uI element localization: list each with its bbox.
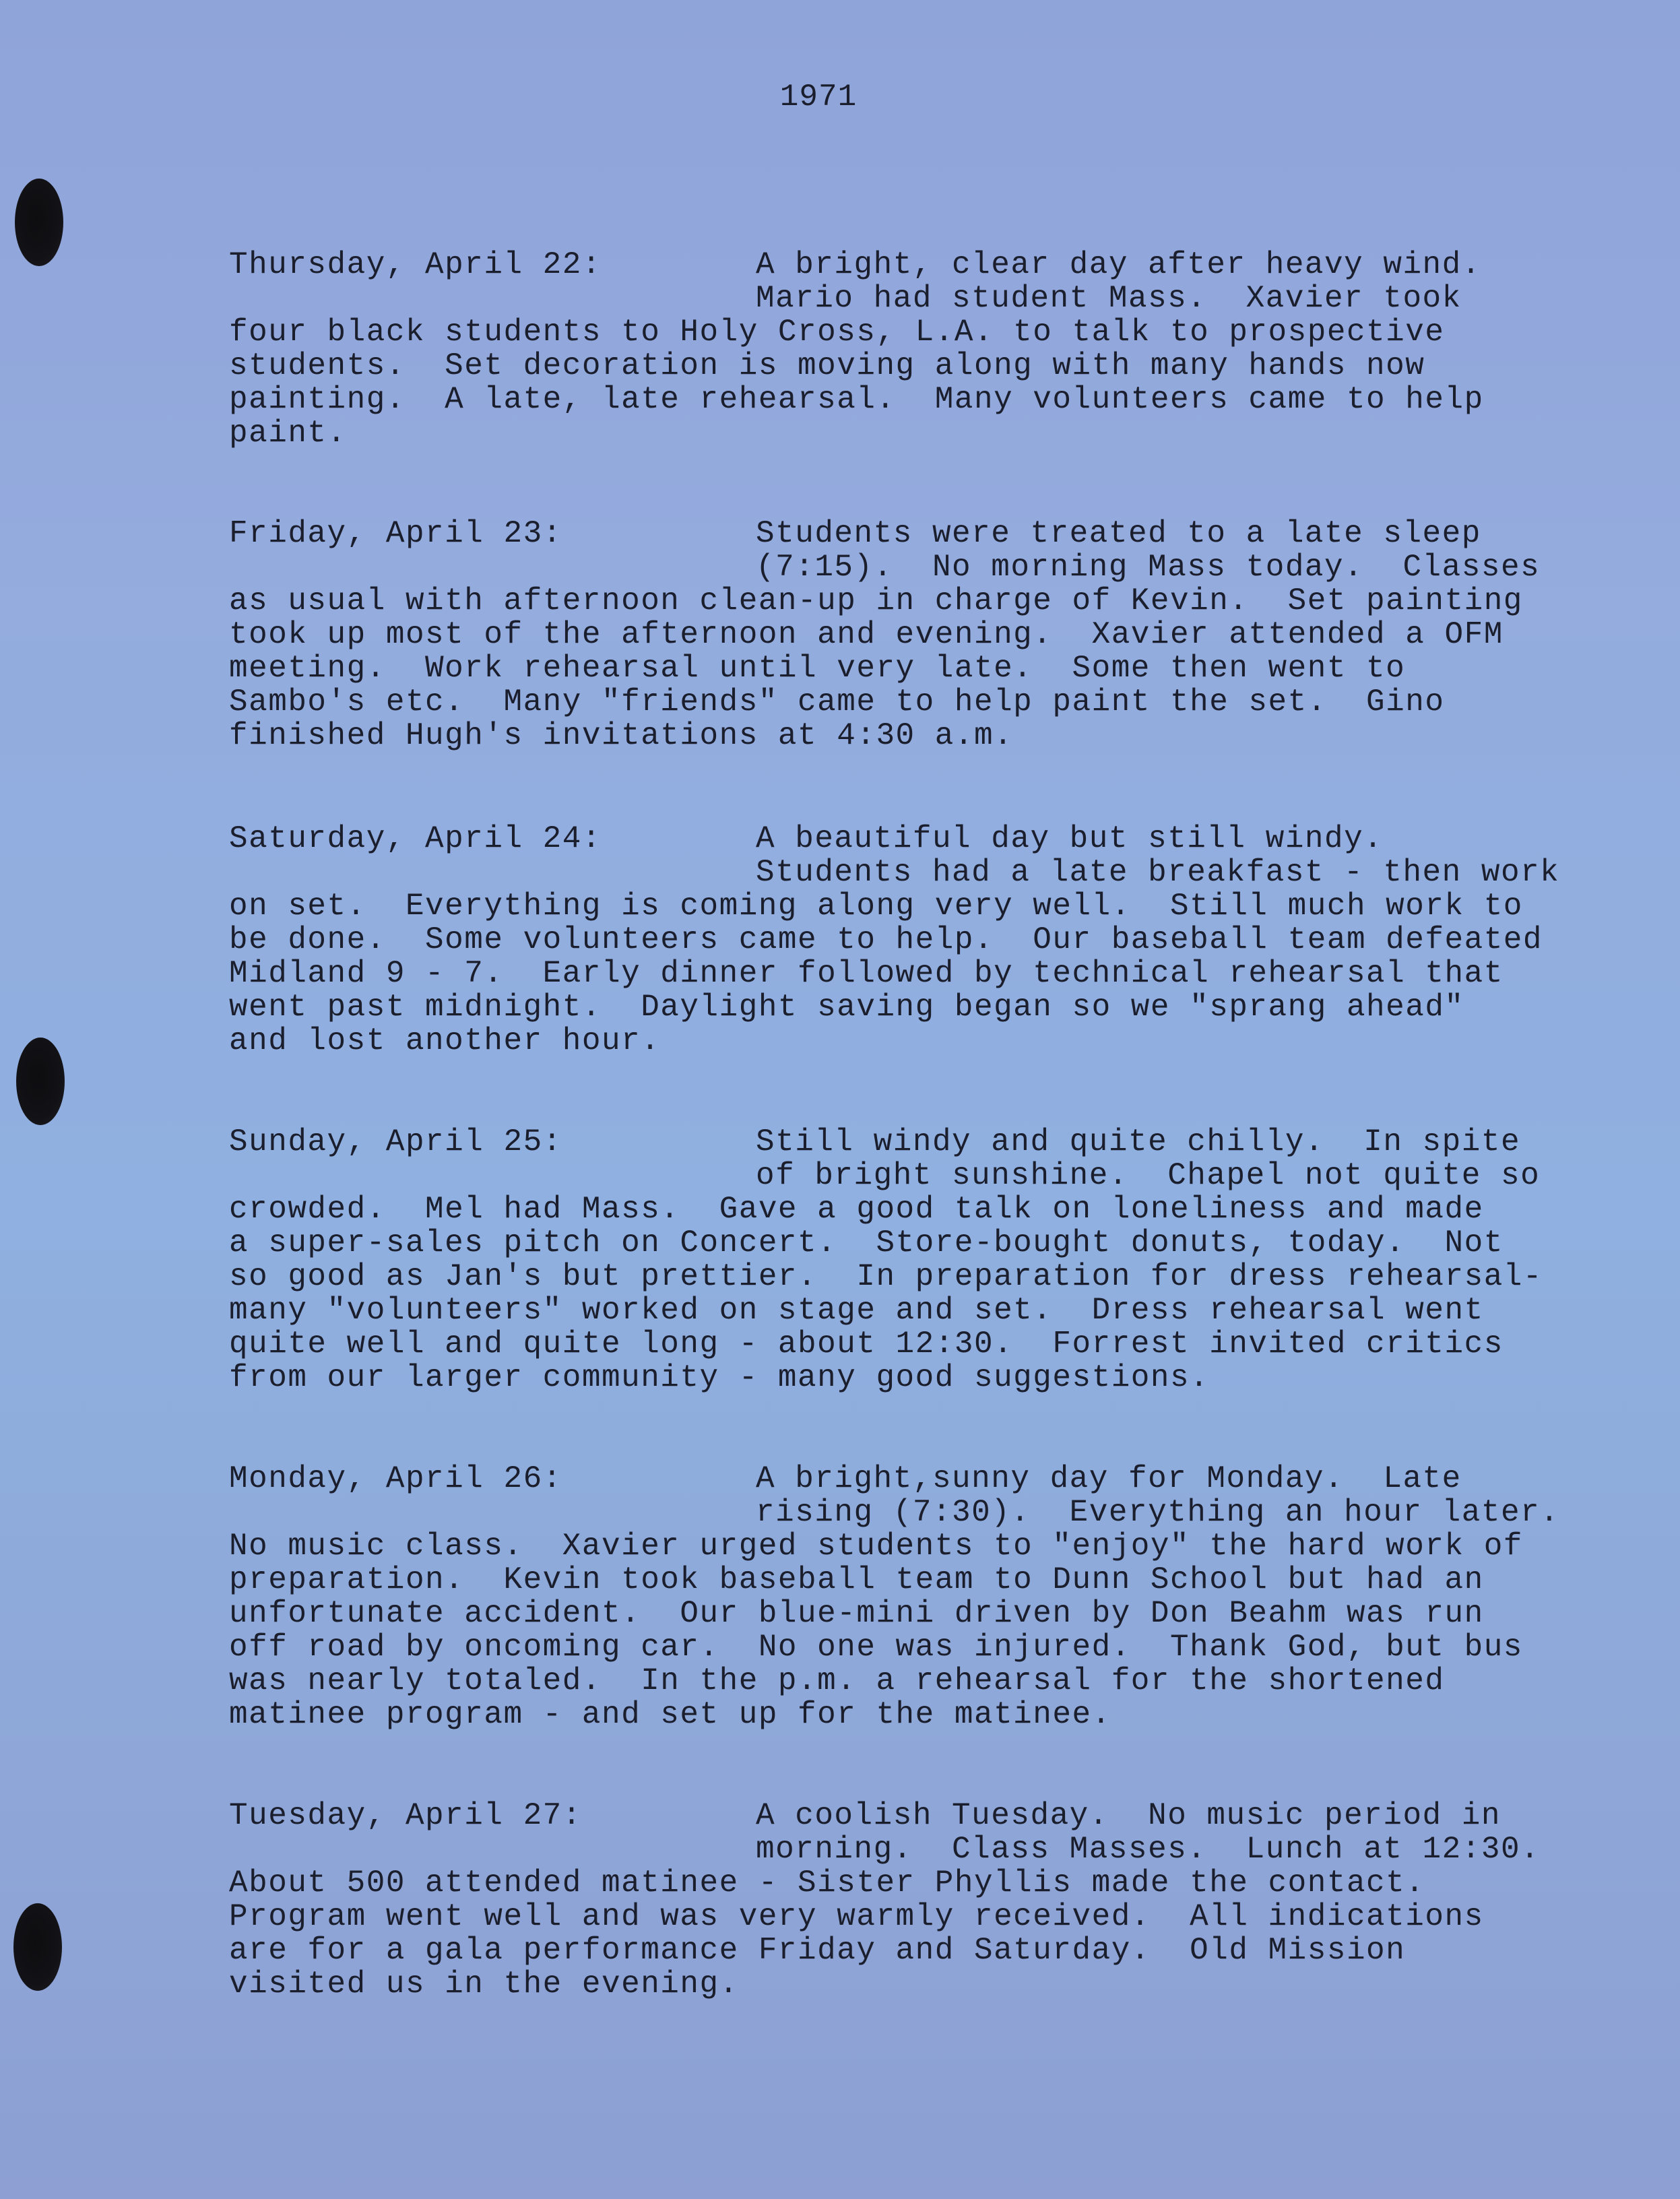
- binder-hole: [15, 179, 63, 266]
- entry-line: matinee program - and set up for the matinee.: [229, 1697, 1111, 1732]
- entry-date: Thursday, April 22:: [229, 247, 602, 282]
- entry-date: Saturday, April 24:: [229, 821, 602, 856]
- entry-line: Mario had student Mass. Xavier took: [756, 281, 1462, 316]
- entry-line: Students had a late breakfast - then work: [756, 855, 1560, 890]
- entry-line: About 500 attended matinee - Sister Phyllis made the contact.: [229, 1866, 1425, 1901]
- entry-line: crowded. Mel had Mass. Gave a good talk on loneliness and made: [229, 1192, 1484, 1227]
- entry-line: are for a gala performance Friday and Saturday. Old Mission: [229, 1933, 1406, 1968]
- entry-line: four black students to Holy Cross, L.A. to talk to prospective: [229, 315, 1445, 350]
- entry-line: preparation. Kevin took baseball team to Dunn School but had an: [229, 1562, 1484, 1597]
- entry-line: No music class. Xavier urged students to "enjoy" the hard work of: [229, 1529, 1523, 1564]
- entry-line: Program went well and was very warmly received. All indications: [229, 1899, 1484, 1934]
- entry-line: A bright,sunny day for Monday. Late: [756, 1461, 1462, 1496]
- entry-line: A coolish Tuesday. No music period in: [756, 1798, 1501, 1833]
- diary-entry: [229, 1799, 1603, 2001]
- entry-line: paint.: [229, 416, 347, 451]
- entry-line: off road by oncoming car. No one was injured. Thank God, but bus: [229, 1630, 1523, 1665]
- entry-line: from our larger community - many good suggestions.: [229, 1360, 1210, 1395]
- entry-line: visited us in the evening.: [229, 1967, 739, 2002]
- entry-date: Sunday, April 25:: [229, 1124, 562, 1159]
- entry-line: was nearly totaled. In the p.m. a rehearsal for the shortened: [229, 1663, 1445, 1698]
- entry-line: (7:15). No morning Mass today. Classes: [756, 550, 1541, 585]
- entry-line: meeting. Work rehearsal until very late. Some then went to: [229, 651, 1406, 686]
- diary-entry: [229, 517, 1603, 753]
- entry-date: Friday, April 23:: [229, 516, 562, 551]
- entry-line: and lost another hour.: [229, 1023, 661, 1058]
- entry-line: many "volunteers" worked on stage and set. Dress rehearsal went: [229, 1293, 1484, 1328]
- diary-entry: [229, 248, 1603, 450]
- diary-entry: [229, 1462, 1603, 1731]
- entry-line: Students were treated to a late sleep: [756, 516, 1481, 551]
- diary-entry: [229, 822, 1603, 1058]
- entry-line: students. Set decoration is moving along with many hands now: [229, 348, 1425, 383]
- entry-line: went past midnight. Daylight saving began so we "sprang ahead": [229, 990, 1464, 1025]
- entry-line: A bright, clear day after heavy wind.: [756, 247, 1481, 282]
- entry-line: rising (7:30). Everything an hour later.: [756, 1495, 1560, 1530]
- diary-entry: [229, 1125, 1603, 1395]
- entry-line: Midland 9 - 7. Early dinner followed by technical rehearsal that: [229, 956, 1504, 991]
- entry-line: Sambo's etc. Many "friends" came to help paint the set. Gino: [229, 684, 1445, 720]
- entry-date: Monday, April 26:: [229, 1461, 562, 1496]
- entry-line: quite well and quite long - about 12:30. Forrest invited critics: [229, 1327, 1504, 1362]
- binder-hole: [13, 1903, 62, 1991]
- entry-line: morning. Class Masses. Lunch at 12:30.: [756, 1832, 1541, 1867]
- entry-line: painting. A late, late rehearsal. Many volunteers came to help: [229, 382, 1484, 417]
- entry-line: be done. Some volunteers came to help. Our baseball team defeated: [229, 922, 1543, 957]
- entry-line: as usual with afternoon clean-up in charge of Kevin. Set painting: [229, 583, 1523, 618]
- entry-line: took up most of the afternoon and evening. Xavier attended a OFM: [229, 617, 1504, 652]
- entry-date: Tuesday, April 27:: [229, 1798, 582, 1833]
- entry-line: A beautiful day but still windy.: [756, 821, 1384, 856]
- page-year-heading: 1971: [779, 79, 858, 115]
- entry-line: of bright sunshine. Chapel not quite so: [756, 1158, 1541, 1193]
- binder-hole: [16, 1038, 65, 1125]
- entry-line: unfortunate accident. Our blue-mini driven by Don Beahm was run: [229, 1596, 1484, 1631]
- entry-line: finished Hugh's invitations at 4:30 a.m.: [229, 718, 1014, 753]
- entry-line: Still windy and quite chilly. In spite: [756, 1124, 1521, 1159]
- entry-line: a super-sales pitch on Concert. Store-bought donuts, today. Not: [229, 1225, 1504, 1261]
- entry-line: so good as Jan's but prettier. In preparation for dress rehearsal-: [229, 1259, 1543, 1294]
- entry-line: on set. Everything is coming along very well. Still much work to: [229, 889, 1523, 924]
